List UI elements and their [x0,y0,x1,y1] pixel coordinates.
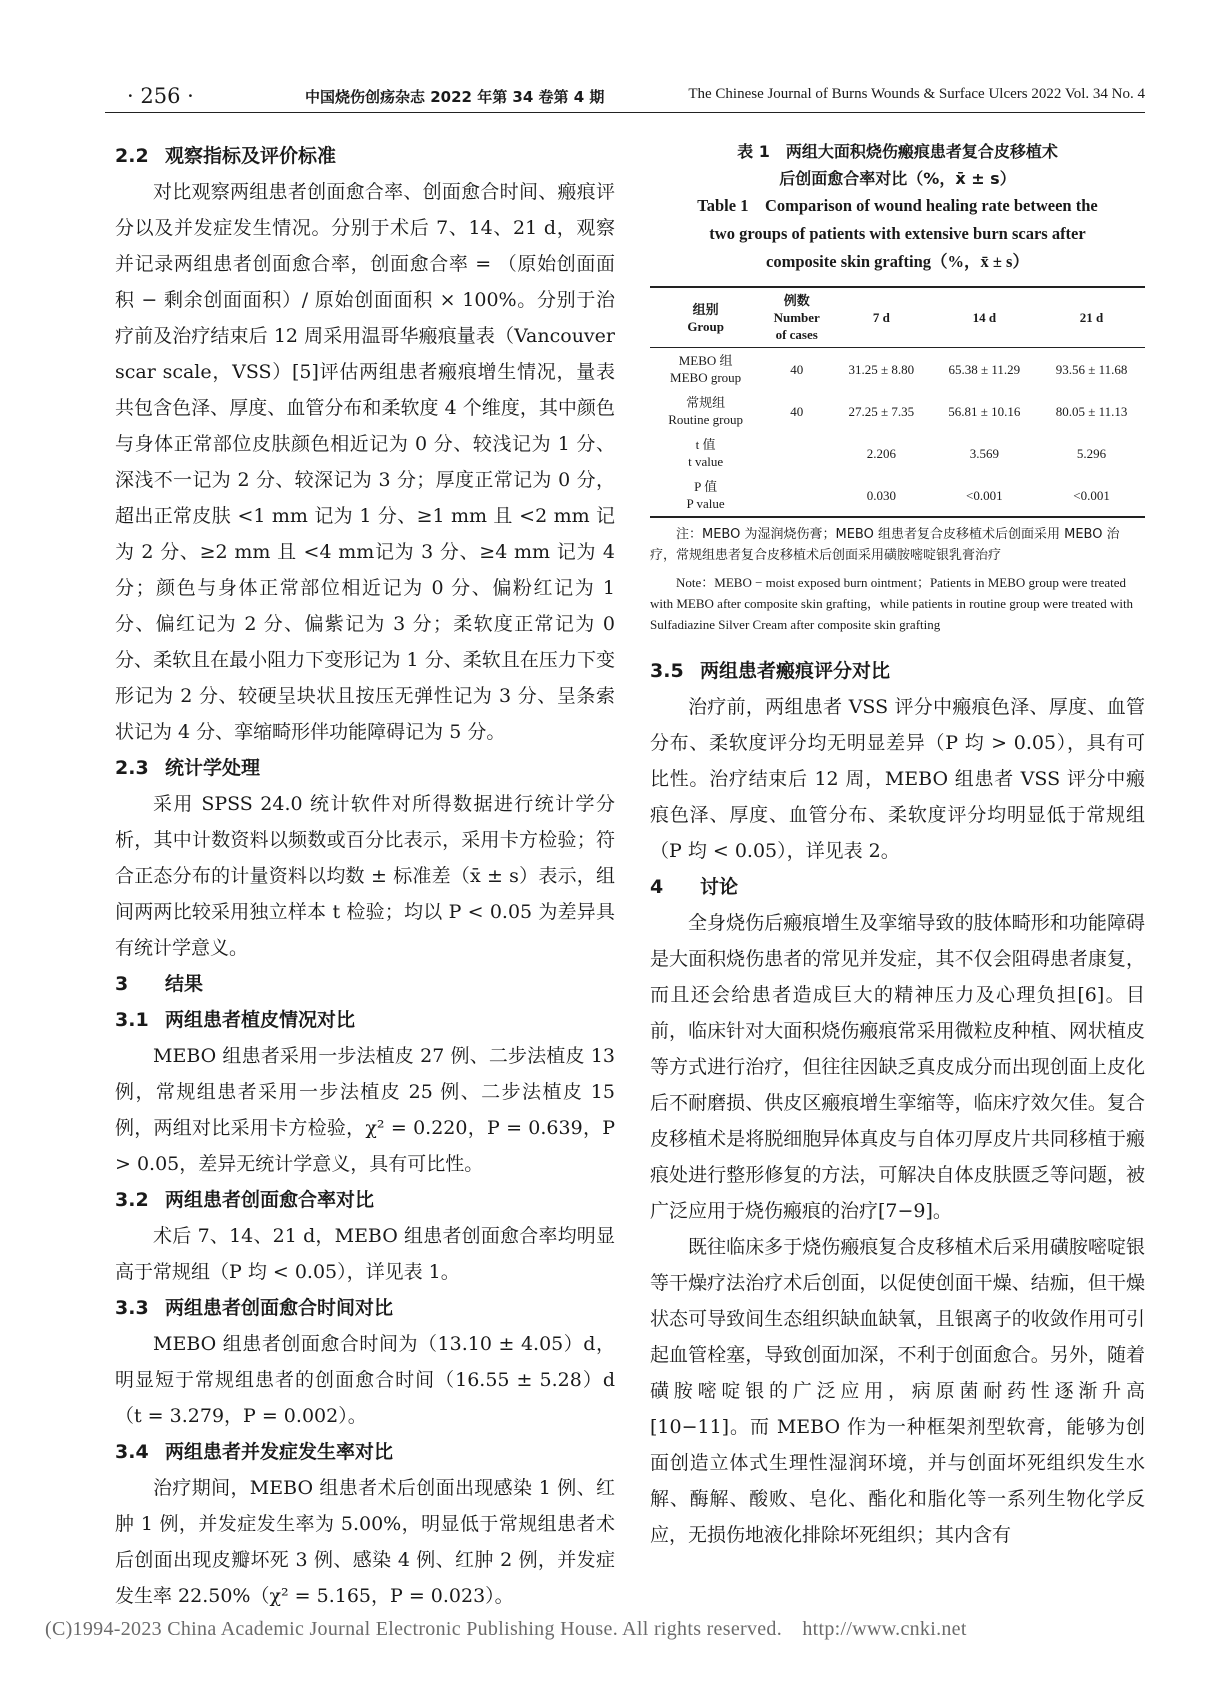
section-heading-3-4 [115,1434,615,1470]
section-heading-3-5 [650,653,1145,689]
table-cell: 56.81 ± 10.16 [948,403,1021,419]
table-cell: 40 [790,361,804,377]
table-caption-zh: 后创面愈合率对比（%，x̄ ± s） [779,169,1016,188]
table-caption-en: two groups of patients with extensive burn scars after [709,224,1086,243]
section-title: 两组患者瘢痕评分对比 [700,660,891,682]
paragraph-discussion-1: 全身烧伤后瘢痕增生及挛缩导致的肢体畸形和功能障碍是大面积烧伤患者的常见并发症，其不仅会阻碍患者康复，而且还会给患者造成巨大的精神压力及心理负担[6]。目前，临床针对大面积烧伤瘢痕常采用微粒皮种植、网状植皮等方式进行治疗，但往往因缺乏真皮成分而出现创面上皮化后不耐磨损、供皮区瘢痕增生挛缩等，临床疗效欠佳。复合皮移植术是将脱细胞异体真皮与自体刃厚皮片共同移植于瘢痕处进行整形修复的方法，可解决自体皮肤匮乏等问题，被广泛应用于烧伤瘢痕的治疗[7−9]。 [650,912,1145,1222]
section-heading-2-2 [115,138,615,174]
column-header-7d: 7 d [872,310,890,325]
paragraph-3-1: MEBO 组患者采用一步法植皮 27 例、二步法植皮 13 例，常规组患者采用一步法植皮 25 例、二步法植皮 15 例，两组对比采用卡方检验，χ² = 0.220，P = 0.639，P > 0.05，差异无统计学意义，具有可比性。 [115,1045,615,1175]
table-row [650,348,1145,391]
section-title: 两组患者并发症发生率对比 [165,1441,394,1463]
table-cell: 27.25 ± 7.35 [848,403,915,419]
table-cell: 93.56 ± 11.68 [1055,361,1128,377]
table-row [650,474,1145,517]
paragraph-3-5: 治疗前，两组患者 VSS 评分中瘢痕色泽、厚度、血管分布、柔软度评分均无明显差异（P 均 > 0.05），具有可比性。治疗结束后 12 周，MEBO 组患者 VSS 评分中瘢痕色泽、厚度、血管分布、柔软度评分均明显低于常规组（P 均 < 0.05），详见表 2。 [650,696,1145,862]
row-label: 常规组 Routine group [668,395,743,427]
right-column [650,138,1145,1553]
journal-title-zh: 中国烧伤创疡杂志 2022 年第 34 卷第 4 期 [305,88,605,106]
paragraph-3-3: MEBO 组患者创面愈合时间为（13.10 ± 4.05）d，明显短于常规组患者的创面愈合时间（16.55 ± 5.28）d（t = 3.279，P = 0.002）。 [115,1333,615,1427]
section-heading-3-2 [115,1182,615,1218]
table-caption-en: composite skin grafting（%，x̄ ± s） [766,252,1029,271]
paragraph-discussion-2: 既往临床多于烧伤瘢痕复合皮移植术后采用磺胺嘧啶银等干燥疗法治疗术后创面，以促使创面干燥、结痂，但干燥状态可导致间生态组织缺血缺氧，且银离子的收敛作用可引起血管栓塞，导致创面加深，不利于创面愈合。另外，随着磺胺嘧啶银的广泛应用，病原菌耐药性逐渐升高[10−11]。而 MEBO 作为一种框架剂型软膏，能够为创面创造立体式生理性湿润环境，并与创面坏死组织发生水解、酶解、酸败、皂化、酯化和脂化等一系列生物化学反应，无损伤地液化排除坏死组织；其内含有 [650,1236,1145,1546]
section-number: 3 [115,973,129,995]
table-cell: 3.569 [969,445,999,461]
table-cell: 5.296 [1076,445,1107,461]
section-title: 讨论 [700,876,739,898]
section-number: 4 [650,876,664,898]
section-title: 两组患者创面愈合率对比 [165,1189,375,1211]
table-cell [761,432,832,474]
journal-title-en: The Chinese Journal of Burns Wounds & Surface Ulcers 2022 Vol. 34 No. 4 [688,86,1145,102]
section-number: 2.2 [115,145,149,167]
table-cell: 80.05 ± 11.13 [1055,403,1128,419]
running-header [105,78,1145,113]
table-cell [761,474,832,517]
row-label: t 值 t value [688,437,724,469]
section-number: 3.1 [115,1009,149,1031]
table-row [650,390,1145,432]
table-note-en: Note：MEBO − moist exposed burn ointment；Patients in MEBO group were treated with MEBO after composite skin grafting，while patients in routine group were treated with Sulfadiazine Silver Cream after composite skin grafting [650,575,1134,632]
column-header-group: 组别 Group [687,301,724,334]
table-cell: 0.030 [866,487,896,503]
table-cell: 40 [790,403,804,419]
table-1 [650,138,1145,635]
table-row [650,432,1145,474]
paragraph-3-2: 术后 7、14、21 d，MEBO 组患者创面愈合率均明显高于常规组（P 均 < 0.05），详见表 1。 [115,1225,615,1283]
section-title: 两组患者植皮情况对比 [165,1009,356,1031]
table-cell: <0.001 [966,487,1003,503]
row-label: MEBO 组 MEBO group [670,353,742,385]
table-cell: 65.38 ± 11.29 [948,361,1021,377]
section-title: 统计学处理 [165,757,261,779]
section-title: 观察指标及评价标准 [165,145,337,167]
section-number: 3.3 [115,1297,149,1319]
section-number: 3.4 [115,1441,149,1463]
column-header-14d: 14 d [972,310,997,325]
table-header-row [650,287,1145,348]
table-caption-zh: 表 1 两组大面积烧伤瘢痕患者复合皮移植术 [737,142,1058,161]
table-cell: <0.001 [1073,487,1110,503]
paragraph-2-2: 对比观察两组患者创面愈合率、创面愈合时间、瘢痕评分以及并发症发生情况。分别于术后 7、14、21 d，观察并记录两组患者创面愈合率，创面愈合率 = （原始创面面积 − 剩余创面面积）/ 原始创面面积 × 100%。分别于治疗前及治疗结束后 12 周采用温哥华瘢痕量表（Vancouver scar scale，VSS）[5]评估两组患者瘢痕增生情况，量表共包含色泽、厚度、血管分布和柔软度 4 个维度，其中颜色与身体正常部位皮肤颜色相近记为 0 分、较浅记为 1 分、深浅不一记为 2 分、较深记为 3 分；厚度正常记为 0 分，超出正常皮肤 <1 mm 记为 1 分、≥1 mm 且 <2 mm 记为 2 分、≥2 mm 且 <4 mm记为 3 分、≥4 mm 记为 4 分；颜色与身体正常部位相近记为 0 分、偏粉红记为 1 分、偏红记为 2 分、偏紫记为 3 分；柔软度正常记为 0 分、柔软且在最小阻力下变形记为 1 分、柔软且在压力下变形记为 2 分、较硬呈块状且按压无弹性记为 3 分、呈条索状记为 4 分、挛缩畸形伴功能障碍记为 5 分。 [115,181,615,743]
paragraph-3-4: 治疗期间，MEBO 组患者术后创面出现感染 1 例、红肿 1 例，并发症发生率为 5.00%，明显低于常规组患者术后创面出现皮瓣坏死 3 例、感染 4 例、红肿 2 例，并发症发生率 22.50%（χ² = 5.165，P = 0.023）。 [115,1477,615,1607]
data-table [650,286,1145,518]
table-caption-en: Table 1 Comparison of wound healing rate between the [697,196,1098,215]
section-heading-3-3 [115,1290,615,1326]
column-header-21d: 21 d [1079,310,1104,325]
section-title: 结果 [165,973,204,995]
copyright-footer: (C)1994-2023 China Academic Journal Electronic Publishing House. All rights reserved. http://www.cnki.net [45,1618,967,1640]
section-number: 3.2 [115,1189,149,1211]
table-note-zh: 注：MEBO 为湿润烧伤膏；MEBO 组患者复合皮移植术后创面采用 MEBO 治疗，常规组患者复合皮移植术后创面采用磺胺嘧啶银乳膏治疗 [650,527,1120,563]
section-heading-4 [650,869,1145,905]
section-heading-3-1 [115,1002,615,1038]
table-cell: 2.206 [866,445,896,461]
section-heading-3 [115,966,615,1002]
section-title: 两组患者创面愈合时间对比 [165,1297,394,1319]
section-number: 2.3 [115,757,149,779]
table-cell: 31.25 ± 8.80 [848,361,915,377]
row-label: P 值 P value [686,479,725,511]
left-column [115,138,615,1614]
section-number: 3.5 [650,660,684,682]
column-header-number: 例数 Number of cases [773,293,820,342]
page-number: · 256 · [127,84,194,108]
paragraph-2-3: 采用 SPSS 24.0 统计软件对所得数据进行统计学分析，其中计数资料以频数或百分比表示，采用卡方检验；符合正态分布的计量资料以均数 ± 标准差（x̄ ± s）表示，组间两两比较采用独立样本 t 检验；均以 P < 0.05 为差异具有统计学意义。 [115,793,615,959]
section-heading-2-3 [115,750,615,786]
